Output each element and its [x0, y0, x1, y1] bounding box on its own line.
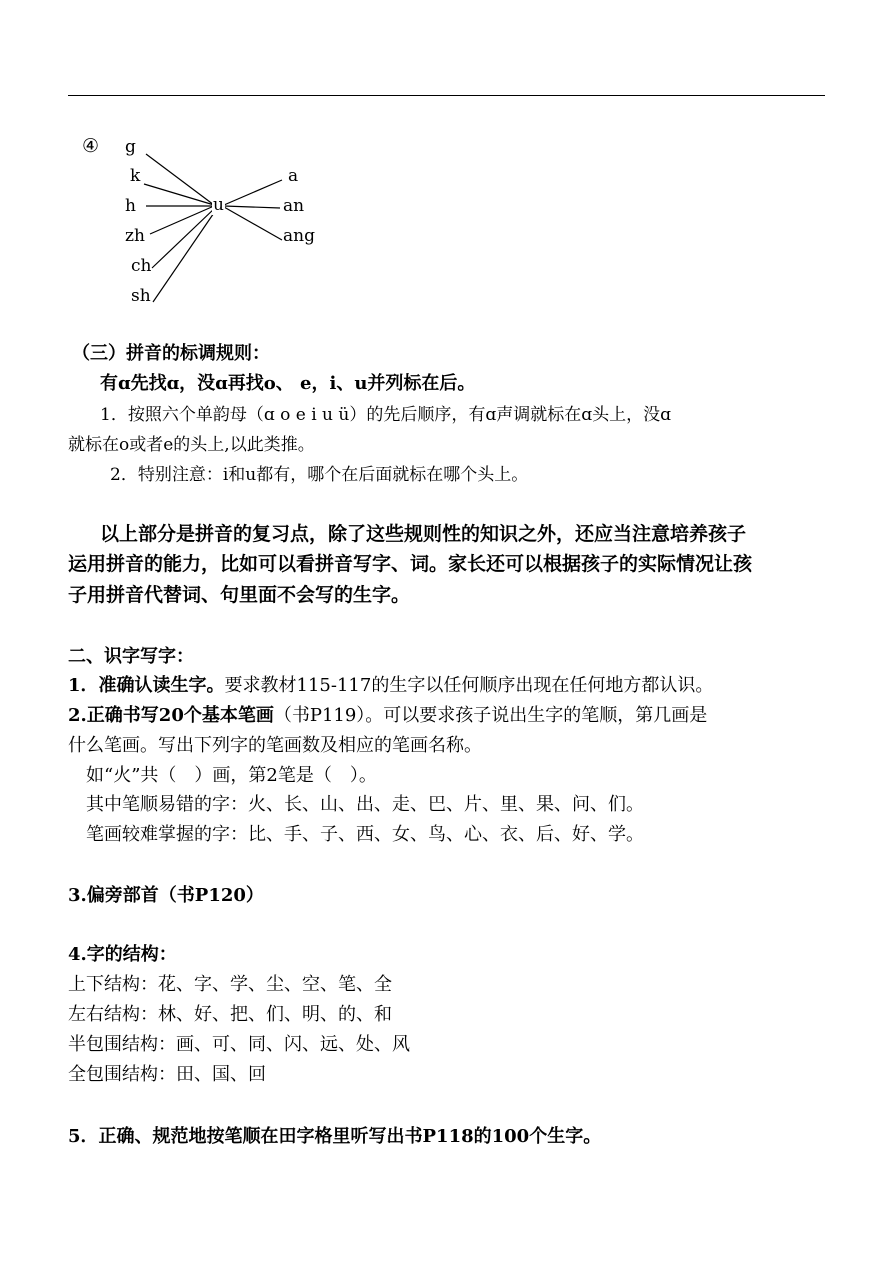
diagram-number: ④ — [82, 135, 100, 157]
line-an — [224, 206, 280, 208]
line-g — [146, 154, 214, 205]
tone-rule-1-line-2: 就标在o或者e的头上,以此类推。 — [68, 435, 315, 455]
tone-rules-summary: 有ɑ先找ɑ，没ɑ再找o、 e，i、u并列标在后。 — [100, 373, 476, 394]
line-a — [224, 180, 282, 205]
line-k — [144, 184, 214, 205]
final-ang: ang — [283, 226, 315, 246]
summary-line-3: 子用拼音代替词、句里面不会写的生字。 — [68, 584, 411, 606]
initial-ch: ch — [131, 256, 152, 276]
item-2-line-2: 什么笔画。写出下列字的笔画数及相应的笔画名称。 — [68, 735, 482, 756]
error-prone-chars: 其中笔顺易错的字：火、长、山、出、走、巴、片、里、果、问、们。 — [86, 794, 644, 815]
summary-line-1: 以上部分是拼音的复习点，除了这些规则性的知识之外，还应当注意培养孩子 — [100, 523, 747, 545]
item-2-text: （书P119）。可以要求孩子说出生字的笔顺，第几画是 — [273, 705, 708, 726]
tone-rule-2: 2．特别注意：i和u都有，哪个在后面就标在哪个头上。 — [110, 465, 529, 485]
initial-h: h — [125, 196, 136, 216]
initial-zh: zh — [125, 226, 145, 246]
medial-u: u — [213, 195, 224, 215]
item-1-title: 1．准确认读生字。 — [68, 675, 225, 696]
initial-g: g — [125, 137, 136, 157]
item-1 — [68, 674, 713, 698]
item-2 — [68, 704, 707, 728]
final-a: a — [288, 166, 299, 186]
pinyin-diagram — [0, 0, 400, 320]
stroke-example: 如“火”共（ ）画，第2笔是（ ）。 — [86, 765, 377, 786]
item-4-heading: 4.字的结构： — [68, 944, 177, 965]
summary-line-2: 运用拼音的能力，比如可以看拼音写字、词。家长还可以根据孩子的实际情况让孩 — [68, 553, 753, 575]
initial-sh: sh — [131, 286, 151, 306]
item-1-text: 要求教材115-117的生字以任何顺序出现在任何地方都认识。 — [224, 675, 714, 696]
structure-half-enclosed: 半包围结构：画、可、同、闪、远、处、风 — [68, 1034, 410, 1055]
item-2-title: 2.正确书写20个基本笔画 — [68, 705, 274, 726]
item-5: 5．正确、规范地按笔顺在田字格里听写出书P118的100个生字。 — [68, 1126, 602, 1147]
final-an: an — [283, 196, 305, 216]
structure-top-bottom: 上下结构：花、字、学、尘、空、笔、全 — [68, 974, 392, 995]
diagram-lines — [0, 0, 400, 320]
item-3: 3.偏旁部首（书P120） — [68, 885, 264, 906]
line-ang — [224, 207, 282, 240]
structure-left-right: 左右结构：林、好、把、们、明、的、和 — [68, 1004, 392, 1025]
line-zh — [150, 206, 214, 234]
section-2-heading: 二、识字写字： — [68, 646, 194, 667]
hard-chars: 笔画较难掌握的字：比、手、子、西、女、鸟、心、衣、后、好、学。 — [86, 824, 644, 845]
tone-rule-1-line-1: 1．按照六个单韵母（ɑ o e i u ü）的先后顺序，有ɑ声调就标在ɑ头上，没ɑ — [100, 405, 671, 425]
tone-rules-heading: （三）拼音的标调规则： — [72, 343, 270, 364]
structure-fully-enclosed: 全包围结构：田、国、回 — [68, 1064, 266, 1085]
line-sh — [153, 207, 218, 302]
line-ch — [152, 207, 216, 268]
initial-k: k — [130, 166, 141, 186]
